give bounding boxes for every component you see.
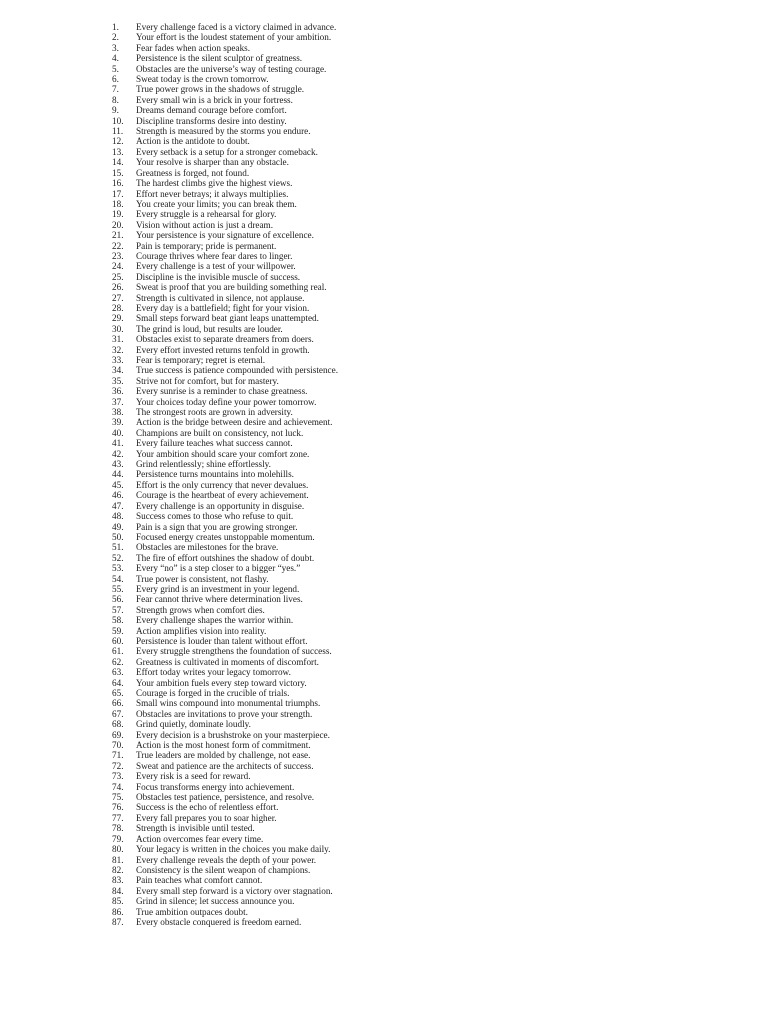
list-item-number: 22.: [112, 240, 124, 251]
list-item-number: 64.: [112, 677, 124, 688]
list-item-number: 69.: [112, 729, 124, 740]
list-item: [112, 532, 338, 542]
list-item-number: 68.: [112, 719, 124, 730]
list-item: [112, 313, 338, 323]
list-item: [112, 750, 338, 760]
list-item-number: 71.: [112, 750, 124, 761]
list-item-text: Courage is the heartbeat of every achievement.: [136, 490, 309, 501]
list-item: [112, 324, 338, 334]
list-item-number: 76.: [112, 802, 124, 813]
list-item-text: Every challenge faced is a victory claimed in advance.: [136, 22, 337, 32]
list-item-number: 39.: [112, 417, 124, 428]
list-item: [112, 844, 338, 854]
list-item-text: Discipline is the invisible muscle of success.: [136, 271, 301, 282]
list-item-number: 72.: [112, 760, 124, 771]
list-item: [112, 376, 338, 386]
list-item-text: True success is patience compounded with persistence.: [136, 365, 338, 376]
list-item-text: Your effort is the loudest statement of your ambition.: [136, 32, 332, 43]
list-item-number: 10.: [112, 115, 124, 126]
list-item-text: Fear is temporary; regret is eternal.: [136, 355, 266, 365]
list-item-text: Every challenge reveals the depth of your power.: [136, 854, 317, 865]
list-item: [112, 168, 338, 178]
list-item: [112, 345, 338, 355]
list-item-text: Action overcomes fear every time.: [136, 833, 264, 844]
list-item-text: Every challenge is a test of your willpower.: [136, 261, 296, 272]
list-item: [112, 147, 338, 157]
list-item-text: Pain teaches what comfort cannot.: [136, 875, 263, 886]
list-item: [112, 865, 338, 875]
list-item-text: Strength is cultivated in silence, not applause.: [136, 292, 305, 303]
list-item-text: The fire of effort outshines the shadow of doubt.: [136, 552, 315, 563]
list-item-text: Discipline transforms desire into destiny.: [136, 115, 287, 126]
list-item-text: Every sunrise is a reminder to chase greatness.: [136, 386, 308, 397]
list-item: [112, 761, 338, 771]
list-item: [112, 136, 338, 146]
list-item-text: Success comes to those who refuse to quit.: [136, 511, 294, 522]
list-item: [112, 53, 338, 63]
list-item-text: Fear fades when action speaks.: [136, 42, 251, 53]
list-item: [112, 896, 338, 906]
list-item-number: 7.: [112, 84, 119, 95]
list-item-number: 53.: [112, 563, 124, 574]
list-item-number: 5.: [112, 63, 119, 74]
list-item-number: 36.: [112, 386, 124, 397]
list-item-number: 32.: [112, 344, 124, 355]
list-item-number: 74.: [112, 781, 124, 792]
list-item-text: The strongest roots are grown in adversity.: [136, 407, 293, 418]
list-item: [112, 688, 338, 698]
list-item-text: Action amplifies vision into reality.: [136, 625, 267, 636]
list-item: [112, 261, 338, 271]
list-item: [112, 886, 338, 896]
list-item: [112, 813, 338, 823]
list-item: [112, 522, 338, 532]
list-item-text: Courage is forged in the crucible of trials.: [136, 688, 290, 698]
list-item-text: Your legacy is written in the choices you make daily.: [136, 844, 331, 855]
list-item-text: Focused energy creates unstoppable momentum.: [136, 531, 315, 542]
list-item-text: Every small step forward is a victory over stagnation.: [136, 885, 333, 896]
list-item-number: 85.: [112, 896, 124, 907]
list-item: [112, 823, 338, 833]
list-item: [112, 594, 338, 604]
list-item-number: 50.: [112, 531, 124, 542]
list-item-number: 67.: [112, 708, 124, 719]
list-item: [112, 251, 338, 261]
list-item: [112, 511, 338, 521]
list-item-number: 16.: [112, 178, 124, 189]
list-item: [112, 792, 338, 802]
list-item: [112, 199, 338, 209]
list-item: [112, 782, 338, 792]
list-item: [112, 875, 338, 885]
list-item: [112, 438, 338, 448]
list-item-text: The grind is loud, but results are louder.: [136, 323, 283, 334]
list-item-number: 80.: [112, 844, 124, 855]
list-item-number: 4.: [112, 53, 119, 64]
list-item: [112, 407, 338, 417]
list-item-text: Every decision is a brushstroke on your masterpiece.: [136, 729, 330, 740]
list-item: [112, 220, 338, 230]
list-item-text: Action is the most honest form of commitment.: [136, 740, 311, 751]
list-item-text: Effort today writes your legacy tomorrow.: [136, 667, 291, 678]
list-item-text: Every obstacle conquered is freedom earned.: [136, 916, 302, 927]
list-item-number: 55.: [112, 583, 124, 594]
list-item-text: Focus transforms energy into achievement.: [136, 781, 295, 792]
list-item-number: 51.: [112, 542, 124, 553]
list-item-text: Every “no” is a step closer to a bigger “yes.”: [136, 563, 301, 574]
list-item-number: 41.: [112, 438, 124, 449]
list-item-number: 8.: [112, 94, 119, 105]
list-item-text: Every challenge is an opportunity in disguise.: [136, 500, 305, 511]
list-item-text: Every setback is a setup for a stronger comeback.: [136, 146, 318, 157]
list-item-text: Your ambition should scare your comfort zone.: [136, 448, 310, 459]
list-item-number: 70.: [112, 740, 124, 751]
list-item: [112, 105, 338, 115]
list-item-number: 30.: [112, 323, 124, 334]
list-item-text: You create your limits; you can break them.: [136, 198, 297, 209]
list-item-number: 78.: [112, 823, 124, 834]
list-item-text: Obstacles test patience, persistence, and resolve.: [136, 792, 315, 803]
list-item: [112, 178, 338, 188]
list-item-text: Fear cannot thrive where determination lives.: [136, 594, 303, 605]
list-item-text: Greatness is cultivated in moments of discomfort.: [136, 656, 319, 667]
list-item-number: 9.: [112, 105, 119, 116]
list-item: [112, 667, 338, 677]
list-item: [112, 64, 338, 74]
list-item-text: Every small win is a brick in your fortress.: [136, 94, 293, 105]
list-item: [112, 574, 338, 584]
list-item-text: Persistence turns mountains into molehills.: [136, 469, 294, 480]
list-item: [112, 428, 338, 438]
list-item-text: Every struggle strengthens the foundation of success.: [136, 646, 332, 657]
list-item-text: Grind relentlessly; shine effortlessly.: [136, 459, 271, 470]
list-item-text: Your ambition fuels every step toward victory.: [136, 677, 307, 688]
list-item: [112, 417, 338, 427]
list-item-number: 86.: [112, 906, 124, 917]
list-item: [112, 303, 338, 313]
list-item: [112, 719, 338, 729]
list-item-number: 18.: [112, 198, 124, 209]
list-item-text: Sweat and patience are the architects of success.: [136, 760, 314, 771]
list-item: [112, 584, 338, 594]
list-item-text: Every risk is a seed for reward.: [136, 771, 251, 782]
list-item-number: 37.: [112, 396, 124, 407]
list-item-number: 34.: [112, 365, 124, 376]
list-item-text: True power is consistent, not flashy.: [136, 573, 269, 584]
list-item: [112, 84, 338, 94]
list-item-number: 14.: [112, 157, 124, 168]
list-item: [112, 490, 338, 500]
list-item-number: 25.: [112, 271, 124, 282]
list-item-number: 84.: [112, 885, 124, 896]
list-item: [112, 646, 338, 656]
list-item: [112, 209, 338, 219]
list-item-text: Courage thrives where fear dares to linger.: [136, 250, 293, 261]
list-item-text: Strength is invisible until tested.: [136, 823, 255, 834]
list-item-number: 77.: [112, 812, 124, 823]
list-item: [112, 917, 338, 927]
list-item: [112, 22, 338, 32]
list-item: [112, 126, 338, 136]
list-item: [112, 230, 338, 240]
list-item: [112, 116, 338, 126]
list-item-number: 45.: [112, 479, 124, 490]
list-item-text: Strength grows when comfort dies.: [136, 604, 265, 615]
list-item-number: 11.: [112, 126, 124, 137]
list-item: [112, 542, 338, 552]
list-item-text: Every struggle is a rehearsal for glory.: [136, 209, 277, 220]
list-item-text: Every effort invested returns tenfold in growth.: [136, 344, 310, 355]
list-item: [112, 272, 338, 282]
list-item-text: Action is the bridge between desire and achievement.: [136, 417, 333, 428]
list-item: [112, 553, 338, 563]
list-item: [112, 605, 338, 615]
list-item-text: Strength is measured by the storms you endure.: [136, 126, 311, 137]
list-item-number: 20.: [112, 219, 124, 230]
list-item-number: 42.: [112, 448, 124, 459]
list-item-number: 13.: [112, 146, 124, 157]
list-item-number: 56.: [112, 594, 124, 605]
list-item-text: Sweat today is the crown tomorrow.: [136, 74, 269, 85]
list-item-number: 46.: [112, 490, 124, 501]
list-item-number: 87.: [112, 916, 124, 927]
list-item-number: 40.: [112, 427, 124, 438]
list-item-number: 23.: [112, 250, 124, 261]
list-item: [112, 469, 338, 479]
list-item-text: Every failure teaches what success cannot.: [136, 438, 293, 449]
list-item-text: Small steps forward beat giant leaps unattempted.: [136, 313, 319, 324]
list-item-text: Grind quietly, dominate loudly.: [136, 719, 251, 730]
list-item: [112, 709, 338, 719]
list-item-number: 38.: [112, 407, 124, 418]
list-item-text: Every day is a battlefield; fight for your vision.: [136, 302, 310, 313]
list-item: [112, 501, 338, 511]
list-item-text: Persistence is the silent sculptor of greatness.: [136, 53, 303, 64]
list-item: [112, 636, 338, 646]
list-item-text: Persistence is louder than talent without effort.: [136, 635, 308, 646]
list-item-number: 33.: [112, 355, 124, 365]
list-item: [112, 386, 338, 396]
list-item: [112, 32, 338, 42]
list-item: [112, 449, 338, 459]
list-item-text: Every challenge shapes the warrior within.: [136, 615, 294, 626]
list-item-number: 59.: [112, 625, 124, 636]
list-item: [112, 95, 338, 105]
list-item-number: 52.: [112, 552, 124, 563]
list-item-text: Pain is a sign that you are growing stronger.: [136, 521, 298, 532]
list-item-number: 62.: [112, 656, 124, 667]
list-item-number: 81.: [112, 854, 124, 865]
list-item: [112, 626, 338, 636]
list-item: [112, 802, 338, 812]
list-item-number: 27.: [112, 292, 124, 303]
list-item: [112, 157, 338, 167]
list-item-number: 44.: [112, 469, 124, 480]
list-item-number: 6.: [112, 74, 119, 85]
list-item-number: 60.: [112, 635, 124, 646]
list-item-text: Obstacles are milestones for the brave.: [136, 542, 279, 553]
list-item-text: Every fall prepares you to soar higher.: [136, 812, 277, 823]
list-item-text: Every grind is an investment in your legend.: [136, 583, 300, 594]
list-item-text: Obstacles exist to separate dreamers from doers.: [136, 334, 314, 345]
list-item: [112, 771, 338, 781]
list-item: [112, 563, 338, 573]
list-item-number: 79.: [112, 833, 124, 844]
list-item-text: Strive not for comfort, but for mastery.: [136, 375, 279, 386]
list-item-number: 63.: [112, 667, 124, 678]
list-item-number: 57.: [112, 604, 124, 615]
list-item-number: 15.: [112, 167, 124, 178]
list-item-number: 49.: [112, 521, 124, 532]
list-item-text: Action is the antidote to doubt.: [136, 136, 250, 147]
list-item: [112, 855, 338, 865]
list-item: [112, 293, 338, 303]
list-item-number: 43.: [112, 459, 124, 470]
list-item-number: 35.: [112, 375, 124, 386]
list-item-text: Sweat is proof that you are building something real.: [136, 282, 327, 293]
list-item-text: Consistency is the silent weapon of champions.: [136, 864, 311, 875]
list-item-number: 24.: [112, 261, 124, 272]
list-item-text: Obstacles are invitations to prove your strength.: [136, 708, 313, 719]
list-item-number: 82.: [112, 864, 124, 875]
list-item-number: 29.: [112, 313, 124, 324]
list-item: [112, 189, 338, 199]
list-item: [112, 480, 338, 490]
list-item: [112, 43, 338, 53]
list-item-text: True ambition outpaces doubt.: [136, 906, 248, 917]
list-item-number: 26.: [112, 282, 124, 293]
list-item-text: Success is the echo of relentless effort.: [136, 802, 279, 813]
list-item: [112, 365, 338, 375]
quote-list: [112, 22, 338, 927]
list-item: [112, 698, 338, 708]
list-item: [112, 678, 338, 688]
list-item-text: Obstacles are the universe’s way of testing courage.: [136, 63, 327, 74]
list-item: [112, 241, 338, 251]
list-item-number: 19.: [112, 209, 124, 220]
list-item-number: 21.: [112, 230, 124, 241]
list-item-number: 65.: [112, 688, 124, 698]
list-item-number: 73.: [112, 771, 124, 782]
list-item-text: Grind in silence; let success announce you.: [136, 896, 295, 907]
list-item-text: Your resolve is sharper than any obstacle.: [136, 157, 289, 168]
list-item-text: Dreams demand courage before comfort.: [136, 105, 287, 116]
list-item: [112, 355, 338, 365]
list-item-number: 12.: [112, 136, 124, 147]
list-item-number: 31.: [112, 334, 124, 345]
list-item-number: 58.: [112, 615, 124, 626]
list-item-number: 48.: [112, 511, 124, 522]
list-item: [112, 74, 338, 84]
list-item: [112, 459, 338, 469]
list-item-text: Vision without action is just a dream.: [136, 219, 273, 230]
list-item: [112, 907, 338, 917]
list-item-number: 54.: [112, 573, 124, 584]
list-item-text: Greatness is forged, not found.: [136, 167, 250, 178]
list-item: [112, 740, 338, 750]
list-item-number: 17.: [112, 188, 124, 199]
list-item-number: 3.: [112, 42, 119, 53]
list-item-number: 83.: [112, 875, 124, 886]
list-item-text: True leaders are molded by challenge, not ease.: [136, 750, 311, 761]
list-item-text: The hardest climbs give the highest views.: [136, 178, 293, 189]
list-item-text: True power grows in the shadows of struggle.: [136, 84, 305, 95]
list-item: [112, 834, 338, 844]
list-item-number: 66.: [112, 698, 124, 709]
list-item-text: Your persistence is your signature of excellence.: [136, 230, 314, 241]
list-item-text: Your choices today define your power tomorrow.: [136, 396, 317, 407]
list-item: [112, 730, 338, 740]
list-item-text: Small wins compound into monumental triumphs.: [136, 698, 321, 709]
list-item-text: Effort is the only currency that never devalues.: [136, 479, 309, 490]
list-item-text: Effort never betrays; it always multiplies.: [136, 188, 289, 199]
list-item-number: 28.: [112, 302, 124, 313]
list-item-number: 2.: [112, 32, 119, 43]
list-item-text: Pain is temporary; pride is permanent.: [136, 240, 277, 251]
list-item-number: 75.: [112, 792, 124, 803]
list-item-number: 47.: [112, 500, 124, 511]
list-item: [112, 397, 338, 407]
list-item-number: 61.: [112, 646, 124, 657]
list-item: [112, 334, 338, 344]
list-item: [112, 282, 338, 292]
list-item-text: Champions are built on consistency, not luck.: [136, 427, 304, 438]
list-item: [112, 657, 338, 667]
list-item: [112, 615, 338, 625]
list-item-number: 1.: [112, 22, 119, 32]
